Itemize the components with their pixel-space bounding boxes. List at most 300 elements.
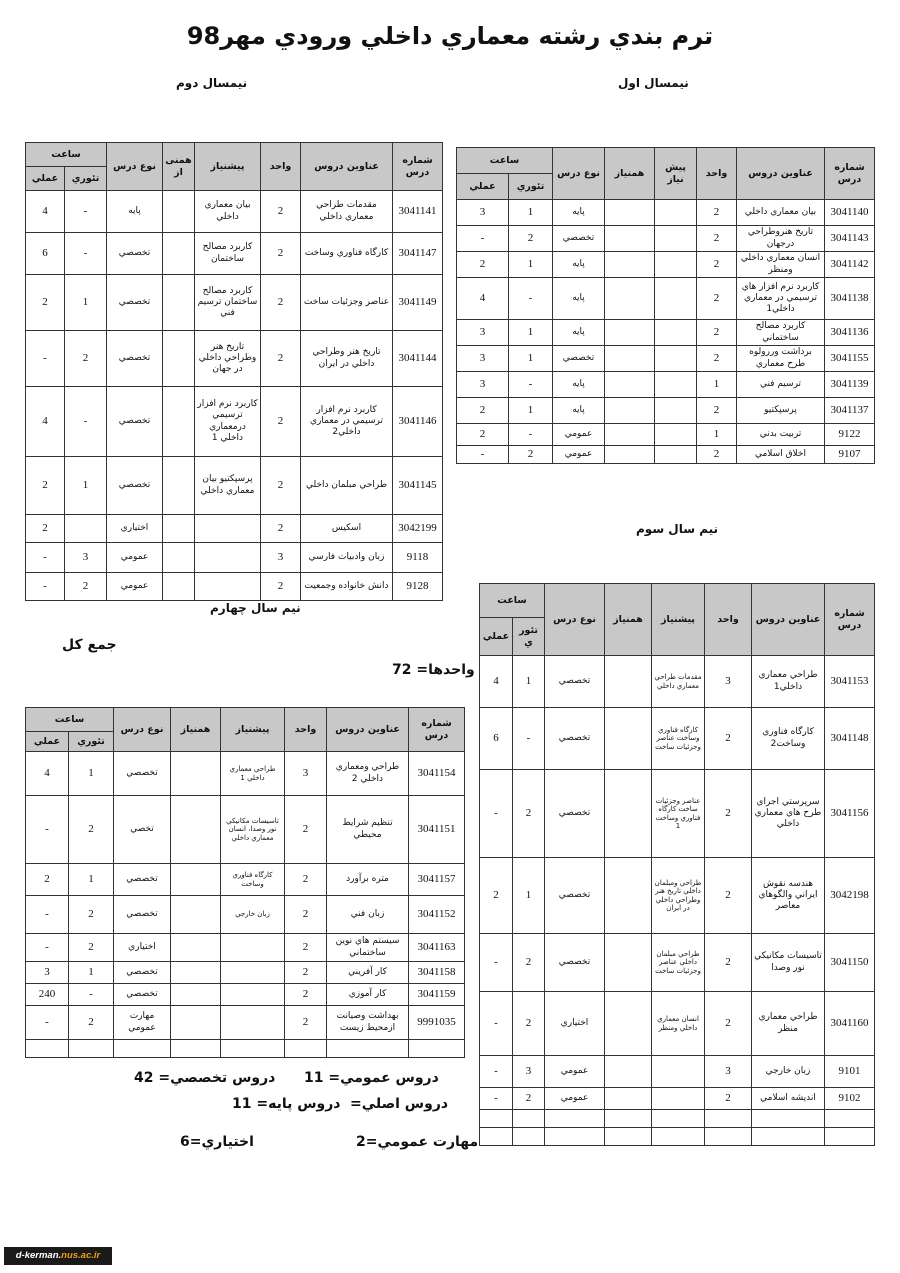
cell-coreq bbox=[605, 446, 655, 464]
cell-prereq bbox=[195, 515, 261, 543]
cell-prereq bbox=[655, 200, 697, 226]
table-row bbox=[26, 896, 465, 934]
total-skill: مهارت عمومي=2 bbox=[356, 1134, 479, 1150]
cell-title: عناصر وجزئيات ساخت bbox=[301, 275, 393, 331]
cell-unit: 3 bbox=[705, 656, 752, 708]
cell-title: برداشت وررولوه طرح معماري bbox=[737, 346, 825, 372]
cell-theory: 2 bbox=[69, 1006, 114, 1040]
cell-title: زبان فني bbox=[327, 896, 409, 934]
cell-title: بهداشت وصيانت ازمحيط زيست bbox=[327, 1006, 409, 1040]
cell-coreq bbox=[171, 752, 221, 796]
empty-cell bbox=[26, 1040, 69, 1058]
cell-title: تاسيسات مکانيکي نور وصدا bbox=[752, 934, 825, 992]
cell-coreq bbox=[163, 275, 195, 331]
cell-type: پايه bbox=[553, 278, 605, 320]
cell-prereq: عناصر وجزئيات ساخت کارگاه فناوري وساخت 1 bbox=[652, 770, 705, 858]
table-row bbox=[26, 962, 465, 984]
cell-theory: 2 bbox=[509, 226, 553, 252]
cell-type: اختياري bbox=[107, 515, 163, 543]
cell-code: 3041143 bbox=[825, 226, 875, 252]
cell-practice: 2 bbox=[26, 457, 65, 515]
header-type: نوع درس bbox=[107, 143, 163, 191]
cell-code: 3041154 bbox=[409, 752, 465, 796]
cell-unit: 2 bbox=[705, 708, 752, 770]
cell-practice: 6 bbox=[26, 233, 65, 275]
cell-unit: 3 bbox=[705, 1056, 752, 1088]
cell-code: 3041150 bbox=[825, 934, 875, 992]
cell-title: کاربرد مصالح ساختماني bbox=[737, 320, 825, 346]
header-coreq: همنياز bbox=[605, 148, 655, 200]
cell-title: کار آفريني bbox=[327, 962, 409, 984]
total-specialized: دروس تخصصي= 42 bbox=[134, 1070, 276, 1086]
cell-code: 3041146 bbox=[393, 387, 443, 457]
cell-theory: - bbox=[513, 708, 545, 770]
table-row bbox=[457, 278, 875, 320]
cell-prereq: کارگاه فناوري وساخت bbox=[221, 864, 285, 896]
cell-unit: 2 bbox=[261, 515, 301, 543]
cell-title: متره برآورد bbox=[327, 864, 409, 896]
cell-type: تخصصي bbox=[545, 770, 605, 858]
header-unit: واحد bbox=[697, 148, 737, 200]
cell-unit: 2 bbox=[261, 387, 301, 457]
cell-coreq bbox=[605, 656, 652, 708]
cell-title: زبان وادبيات فارسي bbox=[301, 543, 393, 573]
cell-coreq bbox=[605, 770, 652, 858]
cell-unit: 2 bbox=[705, 1088, 752, 1110]
table-row bbox=[480, 1088, 875, 1110]
cell-code: 3041139 bbox=[825, 372, 875, 398]
header-theory: تئوري bbox=[513, 618, 545, 656]
cell-title: تنظيم شرايط محيطي bbox=[327, 796, 409, 864]
cell-title: بيان معماري داخلي bbox=[737, 200, 825, 226]
cell-unit: 2 bbox=[261, 457, 301, 515]
cell-type: پايه bbox=[107, 191, 163, 233]
total-elective: اختياري=6 bbox=[180, 1134, 254, 1150]
cell-unit: 2 bbox=[697, 252, 737, 278]
header-practice: عملي bbox=[457, 174, 509, 200]
table-row bbox=[26, 864, 465, 896]
table-row bbox=[26, 934, 465, 962]
cell-coreq bbox=[171, 796, 221, 864]
cell-practice: 2 bbox=[457, 252, 509, 278]
cell-theory: 1 bbox=[509, 346, 553, 372]
cell-unit: 2 bbox=[285, 864, 327, 896]
cell-title: کار آموزي bbox=[327, 984, 409, 1006]
cell-type: پايه bbox=[553, 320, 605, 346]
table-row bbox=[26, 573, 443, 601]
cell-prereq bbox=[655, 372, 697, 398]
cell-theory: - bbox=[69, 984, 114, 1006]
header-title: عناوين دروس bbox=[301, 143, 393, 191]
cell-title: طراحي معماري منظر bbox=[752, 992, 825, 1056]
cell-unit: 1 bbox=[697, 424, 737, 446]
header-theory: تئوري bbox=[509, 174, 553, 200]
table-row bbox=[457, 446, 875, 464]
cell-title: پرسپکتيو bbox=[737, 398, 825, 424]
cell-theory: 1 bbox=[509, 320, 553, 346]
cell-unit: 2 bbox=[261, 573, 301, 601]
cell-unit: 2 bbox=[261, 191, 301, 233]
cell-code: 3041163 bbox=[409, 934, 465, 962]
cell-theory: 1 bbox=[509, 252, 553, 278]
cell-coreq bbox=[605, 398, 655, 424]
cell-code: 9122 bbox=[825, 424, 875, 446]
cell-code: 3041147 bbox=[393, 233, 443, 275]
cell-theory: 2 bbox=[509, 446, 553, 464]
empty-cell bbox=[480, 1110, 513, 1128]
cell-practice: - bbox=[26, 331, 65, 387]
header-theory: تئوري bbox=[69, 732, 114, 752]
cell-title: انديشه اسلامي bbox=[752, 1088, 825, 1110]
cell-unit: 2 bbox=[697, 226, 737, 252]
cell-title: کاربرد نرم افزار ترسيمي در معماري داخلي2 bbox=[301, 387, 393, 457]
cell-prereq: طراحي مبلمان داخلي عناصر وجزئيات ساخت bbox=[652, 934, 705, 992]
table-row bbox=[457, 372, 875, 398]
empty-cell bbox=[171, 1040, 221, 1058]
cell-coreq bbox=[163, 457, 195, 515]
cell-coreq bbox=[163, 573, 195, 601]
cell-coreq bbox=[163, 515, 195, 543]
cell-coreq bbox=[171, 962, 221, 984]
cell-theory: - bbox=[65, 233, 107, 275]
cell-coreq bbox=[171, 1006, 221, 1040]
table-row bbox=[457, 424, 875, 446]
cell-title: سيستم هاي نوين ساختماني bbox=[327, 934, 409, 962]
table-row bbox=[26, 543, 443, 573]
cell-prereq bbox=[195, 543, 261, 573]
cell-coreq bbox=[605, 346, 655, 372]
cell-practice: - bbox=[480, 1056, 513, 1088]
cell-type: تخصصي bbox=[553, 346, 605, 372]
cell-code: 3041137 bbox=[825, 398, 875, 424]
cell-prereq bbox=[655, 226, 697, 252]
cell-coreq bbox=[605, 278, 655, 320]
cell-title: طراحي مبلمان داخلي bbox=[301, 457, 393, 515]
cell-coreq bbox=[163, 233, 195, 275]
empty-cell bbox=[825, 1128, 875, 1146]
cell-coreq bbox=[605, 252, 655, 278]
cell-theory: 2 bbox=[513, 934, 545, 992]
cell-coreq bbox=[605, 1056, 652, 1088]
cell-coreq bbox=[171, 896, 221, 934]
cell-coreq bbox=[171, 864, 221, 896]
sem1-label: نيمسال اول bbox=[618, 76, 689, 90]
cell-unit: 2 bbox=[705, 934, 752, 992]
cell-code: 3041145 bbox=[393, 457, 443, 515]
cell-unit: 2 bbox=[285, 934, 327, 962]
cell-theory: 1 bbox=[509, 398, 553, 424]
cell-type: تخصصي bbox=[545, 708, 605, 770]
cell-title: کارگاه فناوري وساخت2 bbox=[752, 708, 825, 770]
cell-title: طراحي ومعماري داخلي 2 bbox=[327, 752, 409, 796]
cell-type: پايه bbox=[553, 372, 605, 398]
sem4-label: نيم سال چهارم bbox=[210, 601, 301, 615]
cell-code: 3041153 bbox=[825, 656, 875, 708]
cell-code: 3041148 bbox=[825, 708, 875, 770]
empty-cell bbox=[545, 1128, 605, 1146]
cell-coreq bbox=[171, 934, 221, 962]
table-row bbox=[26, 984, 465, 1006]
cell-practice: 3 bbox=[457, 200, 509, 226]
cell-code: 3041141 bbox=[393, 191, 443, 233]
cell-type: عمومي bbox=[545, 1056, 605, 1088]
empty-cell bbox=[69, 1040, 114, 1058]
cell-type: تخصصي bbox=[553, 226, 605, 252]
cell-prereq bbox=[652, 1056, 705, 1088]
cell-type: عمومي bbox=[107, 573, 163, 601]
cell-theory: 2 bbox=[69, 896, 114, 934]
empty-cell bbox=[327, 1040, 409, 1058]
total-core: دروس اصلي= bbox=[350, 1096, 449, 1112]
cell-unit: 2 bbox=[261, 275, 301, 331]
cell-type: تخصصي bbox=[107, 331, 163, 387]
cell-type: تخصصي bbox=[107, 233, 163, 275]
cell-practice: 4 bbox=[26, 191, 65, 233]
cell-prereq bbox=[221, 962, 285, 984]
cell-type: مهارت عمومي bbox=[114, 1006, 171, 1040]
cell-unit: 2 bbox=[285, 984, 327, 1006]
header-unit: واحد bbox=[285, 708, 327, 752]
cell-type: تخصصي bbox=[107, 387, 163, 457]
cell-prereq: انسان معماري داخلي ومنظر bbox=[652, 992, 705, 1056]
cell-unit: 2 bbox=[285, 896, 327, 934]
cell-code: 9107 bbox=[825, 446, 875, 464]
empty-cell bbox=[652, 1128, 705, 1146]
cell-coreq bbox=[605, 226, 655, 252]
cell-type: تخصصي bbox=[107, 275, 163, 331]
cell-code: 9991035 bbox=[409, 1006, 465, 1040]
cell-title: تربيت بدني bbox=[737, 424, 825, 446]
cell-practice: 3 bbox=[457, 346, 509, 372]
header-practice: عملي bbox=[480, 618, 513, 656]
empty-cell bbox=[545, 1110, 605, 1128]
cell-title: کاربرد نرم افزار هاي ترسيمي در معماري داخلي1 bbox=[737, 278, 825, 320]
cell-type: پايه bbox=[553, 200, 605, 226]
cell-theory: 2 bbox=[65, 573, 107, 601]
empty-cell bbox=[605, 1128, 652, 1146]
cell-code: 3041138 bbox=[825, 278, 875, 320]
cell-theory: - bbox=[509, 372, 553, 398]
header-prereq: پيش نياز bbox=[655, 148, 697, 200]
cell-theory: - bbox=[509, 424, 553, 446]
total-general: دروس عمومي= 11 bbox=[304, 1070, 439, 1086]
header-unit: واحد bbox=[705, 584, 752, 656]
cell-theory: 2 bbox=[513, 770, 545, 858]
cell-theory: - bbox=[509, 278, 553, 320]
cell-practice: - bbox=[26, 896, 69, 934]
cell-practice: 2 bbox=[480, 858, 513, 934]
cell-code: 3041158 bbox=[409, 962, 465, 984]
cell-practice: - bbox=[26, 1006, 69, 1040]
cell-title: انسان معماري داخلي ومنظر bbox=[737, 252, 825, 278]
cell-type: تخصصي bbox=[545, 934, 605, 992]
cell-practice: - bbox=[26, 934, 69, 962]
cell-title: تاريخ هنروطراحي درجهان bbox=[737, 226, 825, 252]
empty-cell bbox=[752, 1128, 825, 1146]
cell-coreq bbox=[605, 372, 655, 398]
cell-coreq bbox=[163, 387, 195, 457]
cell-type: پايه bbox=[553, 398, 605, 424]
table-row bbox=[480, 656, 875, 708]
cell-practice: 240 bbox=[26, 984, 69, 1006]
header-code: شماره درس bbox=[409, 708, 465, 752]
total-label: جمع کل bbox=[62, 637, 117, 653]
sem1-table bbox=[456, 147, 875, 464]
header-prereq: پيشنياز bbox=[195, 143, 261, 191]
cell-prereq bbox=[655, 320, 697, 346]
cell-code: 9128 bbox=[393, 573, 443, 601]
cell-type: تخصصي bbox=[107, 457, 163, 515]
total-basic: دروس پايه= 11 bbox=[232, 1096, 341, 1112]
site-watermark bbox=[4, 1247, 112, 1265]
cell-practice: - bbox=[457, 226, 509, 252]
empty-cell bbox=[752, 1110, 825, 1128]
cell-practice: 2 bbox=[457, 398, 509, 424]
table-row bbox=[26, 191, 443, 233]
cell-theory: 1 bbox=[513, 858, 545, 934]
cell-title: دانش خانواده وجمعيت bbox=[301, 573, 393, 601]
page-title: ترم بندي رشته معماري داخلي ورودي مهر98 bbox=[186, 22, 714, 50]
cell-code: 3041140 bbox=[825, 200, 875, 226]
cell-unit: 2 bbox=[285, 962, 327, 984]
cell-prereq: طراحي ومبلمان داخلي تاريخ هنر وطراحي داخلي در ايران bbox=[652, 858, 705, 934]
cell-unit: 3 bbox=[285, 752, 327, 796]
cell-coreq bbox=[605, 200, 655, 226]
cell-type: عمومي bbox=[545, 1088, 605, 1110]
cell-prereq bbox=[655, 252, 697, 278]
cell-prereq bbox=[655, 278, 697, 320]
header-practice: عملي bbox=[26, 732, 69, 752]
cell-type: تخصي bbox=[114, 796, 171, 864]
cell-prereq bbox=[655, 346, 697, 372]
cell-code: 3041159 bbox=[409, 984, 465, 1006]
empty-cell bbox=[409, 1040, 465, 1058]
cell-unit: 2 bbox=[261, 233, 301, 275]
cell-theory: 1 bbox=[65, 275, 107, 331]
cell-unit: 2 bbox=[697, 346, 737, 372]
cell-prereq: زبان خارجي bbox=[221, 896, 285, 934]
cell-title: طراحي معماري داخلي1 bbox=[752, 656, 825, 708]
sem4-table bbox=[25, 707, 465, 1058]
table-row bbox=[457, 398, 875, 424]
cell-practice: 3 bbox=[457, 372, 509, 398]
empty-cell bbox=[825, 1110, 875, 1128]
cell-code: 3041144 bbox=[393, 331, 443, 387]
cell-practice: - bbox=[480, 1088, 513, 1110]
table-row bbox=[26, 233, 443, 275]
cell-prereq: تاسيسات مکانيکي نور وصدا، انسان معماري داخلي bbox=[221, 796, 285, 864]
cell-type: تخصصي bbox=[114, 864, 171, 896]
empty-row bbox=[480, 1128, 875, 1146]
table-row bbox=[26, 387, 443, 457]
cell-type: تخصصي bbox=[114, 962, 171, 984]
cell-practice: - bbox=[26, 796, 69, 864]
empty-cell bbox=[605, 1110, 652, 1128]
cell-unit: 2 bbox=[285, 1006, 327, 1040]
cell-coreq bbox=[163, 331, 195, 387]
cell-coreq bbox=[605, 424, 655, 446]
empty-cell bbox=[705, 1128, 752, 1146]
header-prereq: پيشنياز bbox=[221, 708, 285, 752]
cell-unit: 2 bbox=[697, 398, 737, 424]
cell-coreq bbox=[163, 191, 195, 233]
sem2-table bbox=[25, 142, 443, 601]
header-title: عناوين دروس bbox=[327, 708, 409, 752]
cell-type: عمومي bbox=[107, 543, 163, 573]
cell-coreq bbox=[605, 1088, 652, 1110]
cell-prereq: بيان معماري داخلي bbox=[195, 191, 261, 233]
cell-unit: 2 bbox=[697, 320, 737, 346]
cell-practice: - bbox=[480, 770, 513, 858]
empty-cell bbox=[480, 1128, 513, 1146]
total-units: واحدها= 72 bbox=[392, 662, 475, 678]
cell-coreq bbox=[163, 543, 195, 573]
empty-cell bbox=[114, 1040, 171, 1058]
header-type: نوع درس bbox=[553, 148, 605, 200]
cell-code: 3041155 bbox=[825, 346, 875, 372]
header-code: شماره درس bbox=[825, 584, 875, 656]
cell-type: پايه bbox=[553, 252, 605, 278]
cell-prereq bbox=[655, 446, 697, 464]
cell-practice: 6 bbox=[480, 708, 513, 770]
cell-code: 3041136 bbox=[825, 320, 875, 346]
cell-title: ترسيم فني bbox=[737, 372, 825, 398]
cell-theory: - bbox=[65, 387, 107, 457]
table-row bbox=[26, 331, 443, 387]
header-title: عناوين دروس bbox=[737, 148, 825, 200]
cell-theory: 2 bbox=[513, 992, 545, 1056]
table-row bbox=[26, 457, 443, 515]
header-code: شماره درس bbox=[393, 143, 443, 191]
sem2-label: نيمسال دوم bbox=[176, 76, 248, 90]
cell-code: 3041157 bbox=[409, 864, 465, 896]
cell-practice: 3 bbox=[26, 962, 69, 984]
cell-coreq bbox=[605, 320, 655, 346]
cell-type: تخصصي bbox=[114, 984, 171, 1006]
cell-prereq: کارگاه فناوري وساخت عناصر وجزئيات ساخت bbox=[652, 708, 705, 770]
cell-code: 9101 bbox=[825, 1056, 875, 1088]
empty-cell bbox=[513, 1110, 545, 1128]
cell-practice: 3 bbox=[457, 320, 509, 346]
cell-coreq bbox=[605, 858, 652, 934]
table-row bbox=[26, 752, 465, 796]
cell-unit: 2 bbox=[705, 858, 752, 934]
table-row bbox=[457, 320, 875, 346]
cell-code: 9102 bbox=[825, 1088, 875, 1110]
header-unit: واحد bbox=[261, 143, 301, 191]
cell-prereq bbox=[221, 1006, 285, 1040]
cell-code: 3041156 bbox=[825, 770, 875, 858]
empty-cell bbox=[705, 1110, 752, 1128]
cell-title: هندسه نقوش ايراني والگوهاي معاصر bbox=[752, 858, 825, 934]
header-hours: ساعت bbox=[480, 584, 545, 618]
empty-cell bbox=[652, 1110, 705, 1128]
cell-prereq bbox=[221, 984, 285, 1006]
cell-code: 3041152 bbox=[409, 896, 465, 934]
cell-title: تاريخ هنر وطراحي داخلي در ايران bbox=[301, 331, 393, 387]
table-row bbox=[26, 275, 443, 331]
cell-prereq bbox=[195, 573, 261, 601]
table-row bbox=[480, 770, 875, 858]
cell-type: تخصصي bbox=[114, 896, 171, 934]
cell-code: 3041151 bbox=[409, 796, 465, 864]
cell-theory: 2 bbox=[513, 1088, 545, 1110]
header-practice: عملي bbox=[26, 167, 65, 191]
cell-unit: 2 bbox=[705, 770, 752, 858]
cell-theory: 1 bbox=[65, 457, 107, 515]
header-coreq: همنياز bbox=[605, 584, 652, 656]
cell-unit: 1 bbox=[697, 372, 737, 398]
